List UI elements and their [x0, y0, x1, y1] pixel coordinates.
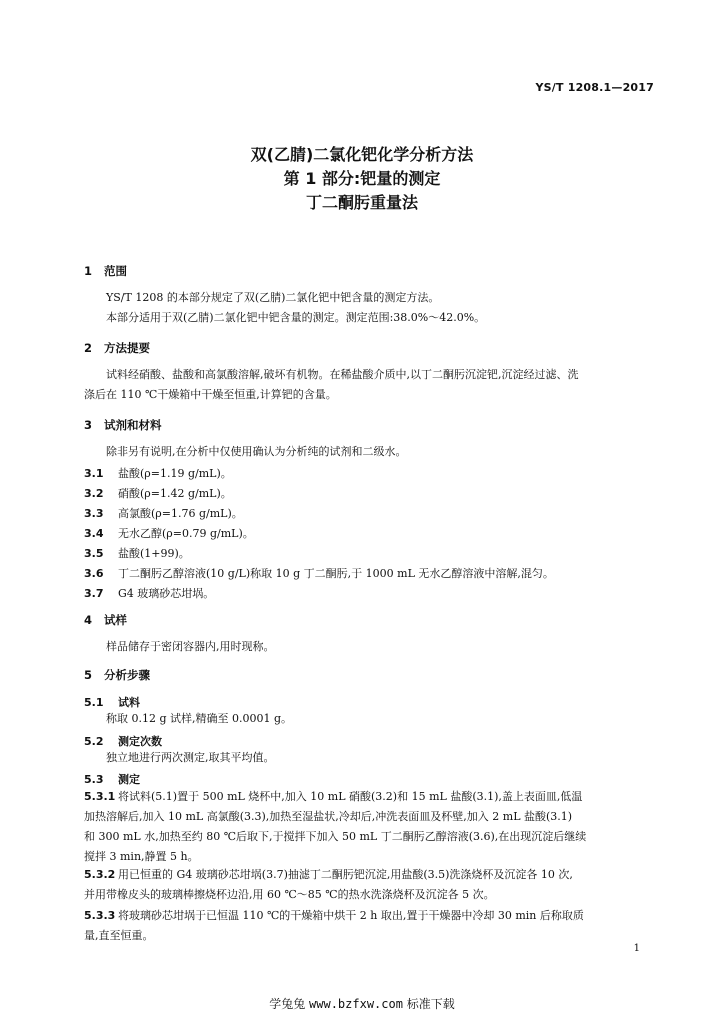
subsection-5-1-body	[84, 709, 654, 729]
standard-number: YS/T 1208.1—2017	[535, 81, 654, 94]
item-text: 高氯酸(ρ=1.76 g/mL)。	[118, 507, 243, 520]
footer-tagline: 标准下载	[406, 997, 455, 1011]
section-number: 2	[84, 341, 93, 355]
subsection-5-3-3	[84, 906, 654, 946]
paragraph-line: 量,直至恒重。	[84, 929, 154, 942]
paragraph: 称取 0.12 g 试样,精确至 0.0001 g。	[106, 712, 293, 725]
paragraph: 独立地进行两次测定,取其平均值。	[106, 751, 275, 764]
item-number: 3.1	[84, 467, 104, 480]
section-5-heading	[84, 667, 150, 683]
clause-number: 5.3.2	[84, 868, 116, 881]
list-item	[84, 465, 232, 481]
item-number: 3.3	[84, 507, 104, 520]
clause-number: 5.3.3	[84, 909, 116, 922]
title-line-1: 双(乙腈)二氯化钯化学分析方法	[250, 145, 474, 164]
item-text: G4 玻璃砂芯坩埚。	[118, 587, 215, 600]
item-text: 无水乙醇(ρ=0.79 g/mL)。	[118, 527, 254, 540]
paragraph-line	[84, 865, 654, 885]
list-item	[84, 525, 254, 541]
subsection-title: 试料	[118, 696, 140, 709]
section-4-body	[84, 637, 654, 657]
item-text: 盐酸(ρ=1.19 g/mL)。	[118, 467, 232, 480]
section-title: 方法提要	[104, 341, 150, 355]
section-2-body	[84, 365, 654, 405]
subsection-number: 5.1	[84, 696, 104, 709]
list-item	[84, 585, 214, 601]
paragraph-line	[84, 787, 654, 807]
clause-text: 用已恒重的 G4 玻璃砂芯坩埚(3.7)抽滤丁二酮肟钯沉淀,用盐酸(3.5)洗涤烧杯及沉淀各 10 次,	[118, 868, 573, 881]
subsection-5-2-heading	[84, 733, 162, 749]
paragraph: 样品储存于密闭容器内,用时现称。	[106, 640, 275, 653]
subsection-title: 测定	[118, 773, 140, 786]
paragraph-line	[84, 906, 654, 926]
item-text: 丁二酮肟乙醇溶液(10 g/L)称取 10 g 丁二酮肟,于 1000 mL 无水乙醇溶液中溶解,混匀。	[118, 567, 554, 580]
section-2-heading	[84, 340, 150, 356]
list-item	[84, 485, 232, 501]
subsection-5-2-body	[84, 748, 654, 768]
item-number: 3.6	[84, 567, 104, 580]
item-text: 硝酸(ρ=1.42 g/mL)。	[118, 487, 232, 500]
item-number: 3.5	[84, 547, 104, 560]
section-number: 5	[84, 668, 93, 682]
footer-watermark	[0, 995, 724, 1012]
section-title: 试样	[104, 613, 127, 627]
paragraph: 除非另有说明,在分析中仅使用确认为分析纯的试剂和二级水。	[106, 445, 407, 458]
clause-text: 将试料(5.1)置于 500 mL 烧杯中,加入 10 mL 硝酸(3.2)和 15 mL 盐酸(3.1),盖上表面皿,低温	[118, 790, 583, 803]
subsection-5-3-heading	[84, 771, 140, 787]
subsection-5-3-1	[84, 787, 654, 867]
document-title	[0, 143, 724, 215]
section-4-heading	[84, 612, 127, 628]
paragraph-line: 试料经硝酸、盐酸和高氯酸溶解,破坏有机物。在稀盐酸介质中,以丁二酮肟沉淀钯,沉淀经过滤、洗	[106, 368, 579, 381]
page-number: 1	[633, 943, 640, 954]
section-1-heading	[84, 263, 127, 279]
paragraph-line: 搅拌 3 min,静置 5 h。	[84, 850, 199, 863]
list-item	[84, 565, 554, 581]
section-number: 3	[84, 418, 93, 432]
clause-number: 5.3.1	[84, 790, 116, 803]
section-title: 试剂和材料	[104, 418, 162, 432]
item-text: 盐酸(1+99)。	[118, 547, 190, 560]
subsection-number: 5.2	[84, 735, 104, 748]
list-item	[84, 505, 243, 521]
section-title: 分析步骤	[104, 668, 150, 682]
paragraph-line: 并用带橡皮头的玻璃棒擦烧杯边沿,用 60 ℃～85 ℃的热水洗涤烧杯及沉淀各 5 次。	[84, 888, 495, 901]
clause-text: 将玻璃砂芯坩埚于已恒温 110 ℃的干燥箱中烘干 2 h 取出,置于干燥器中冷却 30 min 后称取质	[118, 909, 584, 922]
subsection-5-3-2	[84, 865, 654, 905]
subsection-5-1-heading	[84, 694, 140, 710]
section-number: 1	[84, 264, 93, 278]
section-number: 4	[84, 613, 93, 627]
section-title: 范围	[104, 264, 127, 278]
paragraph-line: 和 300 mL 水,加热至约 80 ℃后取下,于搅拌下加入 50 mL 丁二酮肟乙醇溶液(3.6),在出现沉淀后继续	[84, 830, 587, 843]
section-3-intro	[84, 442, 654, 462]
item-number: 3.7	[84, 587, 104, 600]
paragraph: YS/T 1208 的本部分规定了双(乙腈)二氯化钯中钯含量的测定方法。	[106, 291, 440, 304]
item-number: 3.2	[84, 487, 104, 500]
subsection-title: 测定次数	[118, 735, 162, 748]
section-3-heading	[84, 417, 162, 433]
paragraph-line: 涤后在 110 ℃干燥箱中干燥至恒重,计算钯的含量。	[84, 388, 337, 401]
item-number: 3.4	[84, 527, 104, 540]
subsection-number: 5.3	[84, 773, 104, 786]
footer-url[interactable]: www.bzfxw.com	[309, 997, 403, 1011]
paragraph-line: 加热溶解后,加入 10 mL 高氯酸(3.3),加热至湿盐状,冷却后,冲洗表面皿及杯壁,加入 2 mL 盐酸(3.1)	[84, 810, 573, 823]
title-line-3: 丁二酮肟重量法	[305, 193, 418, 212]
list-item	[84, 545, 190, 561]
section-1-body	[84, 288, 654, 328]
title-line-2: 第 1 部分:钯量的测定	[283, 169, 441, 188]
footer-site-name: 学兔兔	[269, 997, 306, 1011]
paragraph: 本部分适用于双(乙腈)二氯化钯中钯含量的测定。测定范围:38.0%～42.0%。	[106, 311, 486, 324]
